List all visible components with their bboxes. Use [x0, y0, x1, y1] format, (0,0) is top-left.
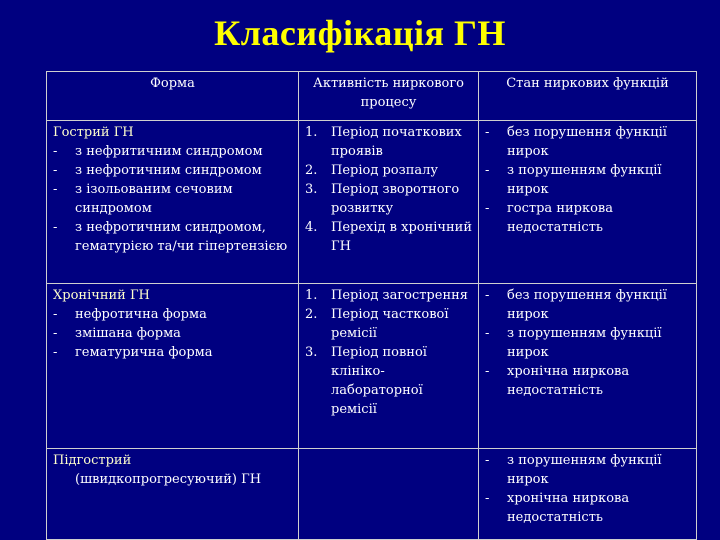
list-item: 2. Період часткової ремісії — [305, 307, 449, 341]
table-row — [47, 284, 697, 449]
activity-cell — [299, 284, 479, 449]
state-cell — [479, 284, 697, 449]
list-item: - з нефротичним синдромом, гематурією та/чи гіпертензією — [53, 218, 292, 256]
list-item: - змішана форма — [53, 324, 292, 343]
list-item: - гостра ниркова недостатність — [485, 199, 690, 237]
list-item: - з порушенням функції нирок — [485, 161, 690, 199]
list-item: - без порушення функції нирок — [485, 286, 690, 324]
form-name: Хронічний ГН — [53, 288, 150, 303]
form-cell — [47, 121, 299, 284]
list-item: 3. Період зворотного розвитку — [305, 182, 460, 216]
list-item: - нефротична форма — [53, 305, 292, 324]
list-item: - з порушенням функції нирок — [485, 324, 690, 362]
activity-list — [305, 123, 472, 256]
list-item: 4. Перехід в хронічний ГН — [305, 220, 473, 254]
table-row — [47, 121, 697, 284]
list-item: - з ізольованим сечовим синдромом — [53, 180, 292, 218]
list-item: - з нефритичним синдромом — [53, 142, 292, 161]
state-list — [485, 451, 690, 527]
form-name: Гострий ГН — [53, 125, 134, 140]
header-forma: Форма — [47, 72, 299, 121]
list-item: - гематурична форма — [53, 343, 292, 362]
activity-cell-empty — [299, 449, 479, 540]
state-list — [485, 123, 690, 237]
header-state: Стан ниркових функцій — [479, 72, 697, 121]
form-cell — [47, 284, 299, 449]
list-item: 2. Період розпалу — [305, 163, 439, 178]
form-subtitle: (швидкопрогресуючий) ГН — [75, 472, 262, 487]
list-item: - без порушення функції нирок — [485, 123, 690, 161]
form-cell — [47, 449, 299, 540]
state-cell — [479, 121, 697, 284]
state-cell — [479, 449, 697, 540]
table-row — [47, 449, 697, 540]
form-list — [53, 142, 292, 256]
form-list — [53, 305, 292, 362]
slide-title: Класифікація ГН — [214, 13, 506, 53]
header-activity: Активність ниркового процесу — [299, 72, 479, 121]
list-item: - з порушенням функції нирок — [485, 451, 690, 489]
list-item: - з нефротичним синдромом — [53, 161, 292, 180]
list-item: 1. Період загострення — [305, 288, 468, 303]
list-item: 1. Період початкових проявів — [305, 125, 462, 159]
state-list — [485, 286, 690, 400]
classification-table — [46, 71, 697, 540]
activity-list — [305, 286, 472, 419]
activity-cell — [299, 121, 479, 284]
list-item: 3. Період повної клініко-лабораторної ремісії — [305, 345, 427, 417]
list-item: - хронічна ниркова недостатність — [485, 362, 690, 400]
table-header-row — [47, 72, 697, 121]
list-item: - хронічна ниркова недостатність — [485, 489, 690, 527]
form-name: Підгострий — [53, 453, 132, 468]
